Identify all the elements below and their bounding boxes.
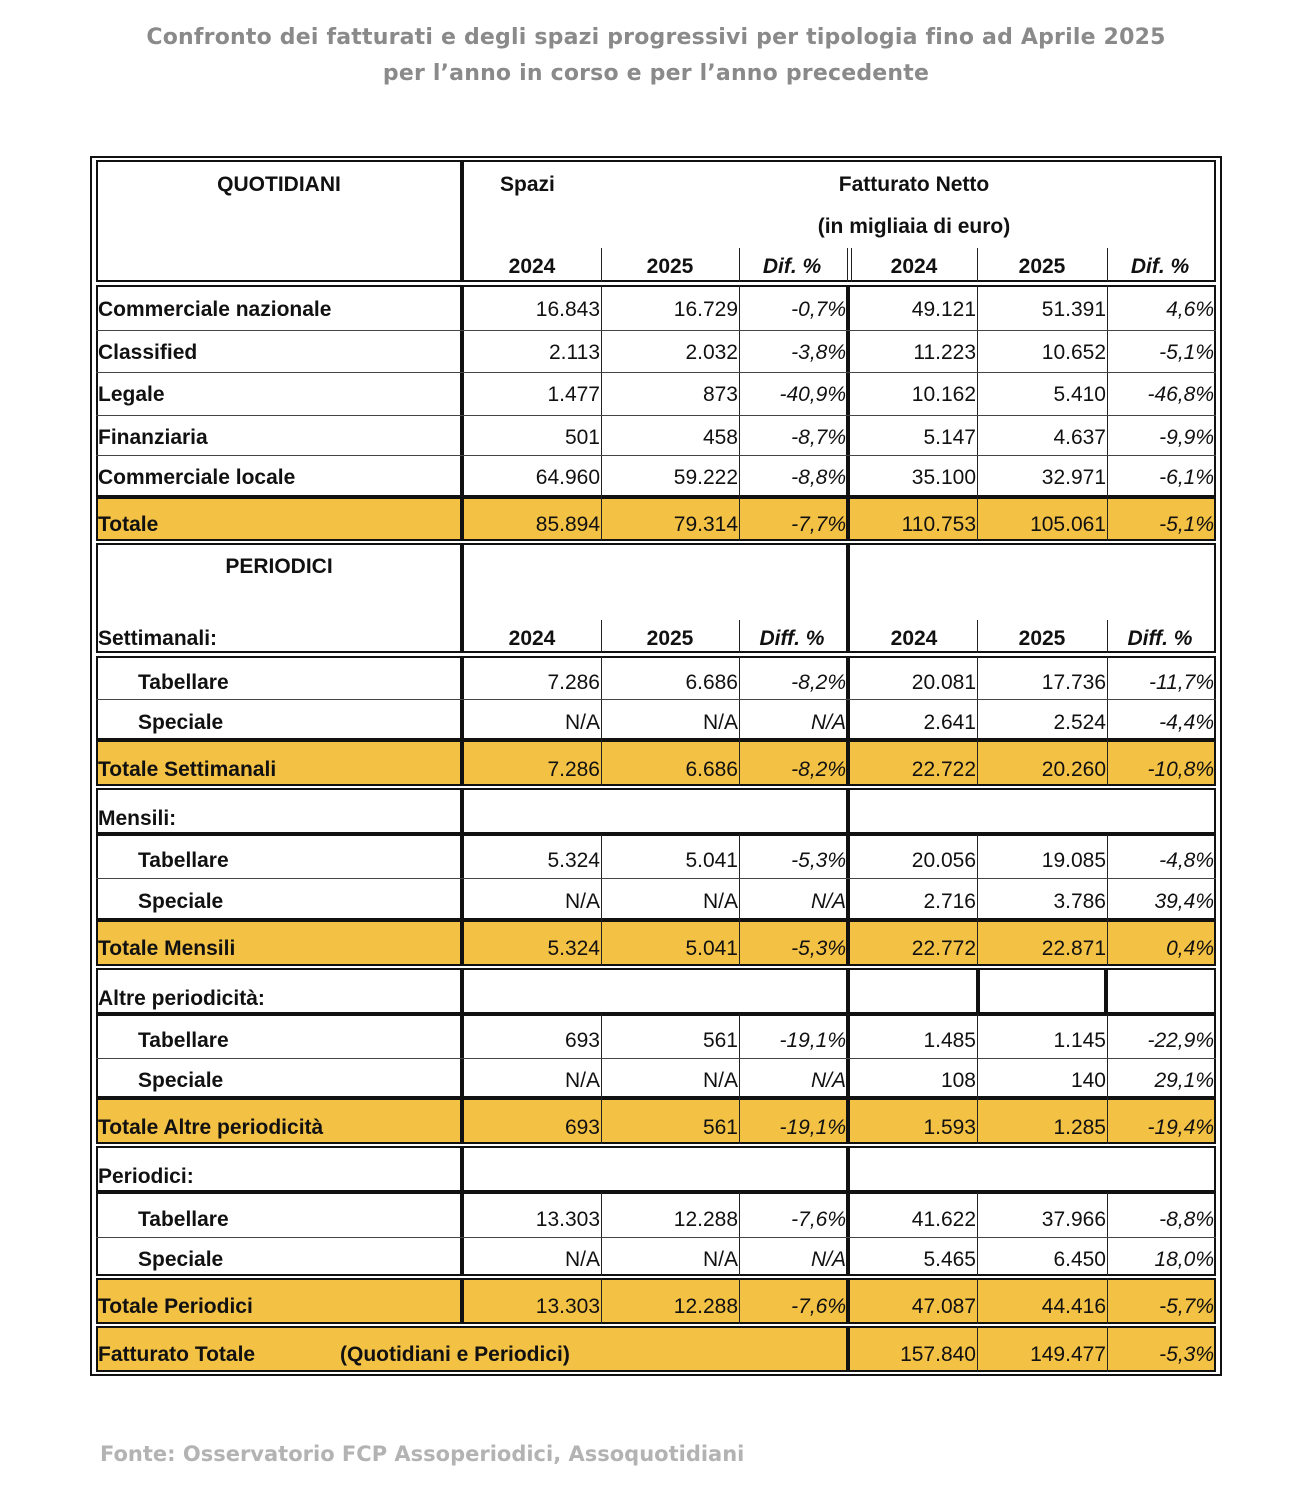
column-divider [977, 656, 978, 740]
diff-percent-cell: -7,6% [791, 1208, 846, 1231]
diff-percent-cell: -4,4% [1159, 711, 1214, 734]
column-divider [977, 497, 978, 541]
row-label: Totale Periodici [98, 1295, 253, 1318]
value-cell: 22.722 [911, 758, 976, 781]
value-cell: 2.716 [923, 890, 976, 913]
diff-percent-cell: -5,1% [1159, 513, 1214, 536]
row-label: Totale Mensili [98, 937, 236, 960]
row-label: Classified [98, 341, 198, 364]
row-label: Speciale [138, 1069, 224, 1092]
value-cell: 20.056 [911, 849, 976, 872]
diff-percent-cell: -5,3% [791, 937, 846, 960]
diff-percent-cell: -22,9% [1147, 1029, 1214, 1052]
unit-header: (in migliaia di euro) [817, 215, 1011, 238]
value-cell: N/A [702, 890, 738, 913]
value-cell: 17.736 [1041, 671, 1106, 694]
diff-percent-cell: -8,2% [791, 758, 846, 781]
diff-percent-cell: 18,0% [1154, 1248, 1214, 1271]
row-label: Tabellare [138, 849, 229, 872]
row-label: Speciale [138, 890, 224, 913]
value-cell: N/A [702, 1248, 738, 1271]
value-cell: 5.324 [547, 937, 600, 960]
column-divider [977, 740, 978, 786]
value-cell: 873 [702, 383, 738, 406]
diff-percent-cell: -5,3% [791, 849, 846, 872]
row-divider [96, 330, 1216, 331]
value-cell: 5.041 [685, 849, 738, 872]
diff-percent-cell: N/A [810, 1248, 846, 1271]
column-divider [977, 834, 978, 920]
value-cell: 3.786 [1053, 890, 1106, 913]
diff-percent-cell: -10,8% [1147, 758, 1214, 781]
value-cell: 13.303 [535, 1208, 600, 1231]
value-cell: N/A [564, 1248, 600, 1271]
page-subtitle: per l’anno in corso e per l’anno precedente [382, 61, 930, 86]
row-label: Commerciale nazionale [98, 298, 332, 321]
row-divider [96, 372, 1216, 373]
column-divider [977, 285, 978, 497]
diff-percent-cell: -8,2% [791, 671, 846, 694]
value-cell: 22.772 [911, 937, 976, 960]
source-note: Fonte: Osservatorio FCP Assoperiodici, Assoquotidiani [100, 1442, 745, 1466]
diff-percent-cell: -19,1% [779, 1029, 846, 1052]
column-divider [977, 1326, 978, 1372]
mensili-fatturato-box [848, 788, 1216, 834]
value-cell: 5.041 [685, 937, 738, 960]
diff-percent-cell: 39,4% [1154, 890, 1214, 913]
column-header: 2025 [1018, 255, 1066, 278]
diff-percent-cell: -6,1% [1159, 466, 1214, 489]
altre-spazi-box [462, 968, 848, 1014]
column-header: Diff. % [759, 627, 825, 650]
diff-percent-cell: -7,7% [791, 513, 846, 536]
value-cell: 140 [1070, 1069, 1106, 1092]
value-cell: 12.288 [673, 1295, 738, 1318]
value-cell: 2.641 [923, 711, 976, 734]
value-cell: 19.085 [1041, 849, 1106, 872]
diff-percent-cell: N/A [810, 890, 846, 913]
column-header: Dif. % [762, 255, 822, 278]
value-cell: 51.391 [1041, 298, 1106, 321]
value-cell: 10.652 [1041, 341, 1106, 364]
column-divider [977, 248, 978, 282]
fatturato-header: Fatturato Netto [838, 173, 990, 196]
column-header: 2025 [646, 255, 694, 278]
value-cell: 561 [702, 1029, 738, 1052]
value-cell: 7.286 [547, 671, 600, 694]
value-cell: 157.840 [900, 1343, 976, 1366]
value-cell: 16.729 [673, 298, 738, 321]
diff-percent-cell: -0,7% [791, 298, 846, 321]
value-cell: N/A [702, 711, 738, 734]
value-cell: N/A [564, 890, 600, 913]
diff-percent-cell: -8,7% [791, 426, 846, 449]
value-cell: 22.871 [1041, 937, 1106, 960]
value-cell: 4.637 [1053, 426, 1106, 449]
value-cell: 1.145 [1053, 1029, 1106, 1052]
value-cell: 35.100 [911, 466, 976, 489]
diff-percent-cell: 0,4% [1166, 937, 1214, 960]
diff-percent-cell: -19,4% [1147, 1116, 1214, 1139]
row-label: Totale Altre periodicità [98, 1116, 324, 1139]
diff-percent-cell: -8,8% [1159, 1208, 1214, 1231]
column-divider [601, 248, 602, 282]
row-label: Totale Settimanali [98, 758, 277, 781]
diff-percent-cell: N/A [810, 711, 846, 734]
diff-percent-cell: -46,8% [1147, 383, 1214, 406]
value-cell: 5.410 [1053, 383, 1106, 406]
diff-percent-cell: -9,9% [1159, 426, 1214, 449]
value-cell: 105.061 [1030, 513, 1106, 536]
section-title-periodici: PERIODICI [225, 555, 333, 578]
value-cell: 2.113 [549, 341, 600, 364]
column-divider [977, 620, 978, 653]
diff-percent-cell: -40,9% [779, 383, 846, 406]
fatturato-totale-label: Fatturato Totale [98, 1343, 256, 1366]
value-cell: 561 [702, 1116, 738, 1139]
row-label: Commerciale locale [98, 466, 296, 489]
fatturato-totale-note: (Quotidiani e Periodici) [340, 1343, 570, 1366]
column-divider [977, 920, 978, 966]
altre-fatturato-box-1 [848, 968, 978, 1014]
value-cell: 7.286 [547, 758, 600, 781]
row-divider [96, 878, 1216, 879]
column-header: Dif. % [1130, 255, 1190, 278]
value-cell: 501 [564, 426, 600, 449]
column-divider [601, 620, 602, 653]
spazi-header: Spazi [500, 173, 555, 196]
diff-percent-cell: -4,8% [1159, 849, 1214, 872]
row-divider [96, 1058, 1216, 1059]
column-divider [977, 1014, 978, 1098]
row-divider [96, 1237, 1216, 1238]
value-cell: 5.147 [923, 426, 976, 449]
mensili-spazi-box [462, 788, 848, 834]
column-header: 2024 [890, 627, 938, 650]
value-cell: N/A [702, 1069, 738, 1092]
value-cell: 79.314 [673, 513, 738, 536]
altre-fatturato-box-2 [978, 968, 1106, 1014]
value-cell: 49.121 [911, 298, 976, 321]
value-cell: 12.288 [673, 1208, 738, 1231]
diff-percent-cell: -8,8% [791, 466, 846, 489]
column-header: 2025 [1018, 627, 1066, 650]
value-cell: 10.162 [911, 383, 976, 406]
subsection-mensili: Mensili: [98, 807, 177, 830]
value-cell: 458 [702, 426, 738, 449]
periodici-sub-spazi-box [462, 1146, 848, 1192]
diff-percent-cell: -5,1% [1159, 341, 1214, 364]
value-cell: 32.971 [1041, 466, 1106, 489]
value-cell: 693 [564, 1116, 600, 1139]
value-cell: 37.966 [1041, 1208, 1106, 1231]
value-cell: N/A [564, 711, 600, 734]
row-label: Tabellare [138, 1029, 229, 1052]
row-divider [96, 455, 1216, 456]
diff-percent-cell: -3,8% [791, 341, 846, 364]
diff-percent-cell: N/A [810, 1069, 846, 1092]
value-cell: 6.686 [685, 671, 738, 694]
value-cell: 6.450 [1053, 1248, 1106, 1271]
column-divider [977, 1192, 978, 1276]
value-cell: 85.894 [535, 513, 600, 536]
row-label: Speciale [138, 711, 224, 734]
row-divider [96, 699, 1216, 700]
value-cell: 1.485 [923, 1029, 976, 1052]
value-cell: 41.622 [911, 1208, 976, 1231]
value-cell: 5.465 [923, 1248, 976, 1271]
periodici-sub-fatturato-box [848, 1146, 1216, 1192]
diff-percent-cell: -19,1% [779, 1116, 846, 1139]
value-cell: 47.087 [911, 1295, 976, 1318]
row-label: Totale [98, 513, 159, 536]
column-header: 2024 [890, 255, 938, 278]
value-cell: 110.753 [901, 513, 976, 536]
value-cell: 64.960 [535, 466, 600, 489]
value-cell: 59.222 [673, 466, 738, 489]
value-cell: 2.032 [685, 341, 738, 364]
value-cell: 1.593 [923, 1116, 976, 1139]
diff-percent-cell: -5,3% [1159, 1343, 1214, 1366]
column-divider [977, 1098, 978, 1144]
row-label: Tabellare [138, 671, 229, 694]
diff-percent-cell: -5,7% [1159, 1295, 1214, 1318]
value-cell: 693 [564, 1029, 600, 1052]
value-cell: 11.223 [913, 341, 976, 364]
value-cell: 20.081 [911, 671, 976, 694]
value-cell: 149.477 [1030, 1343, 1106, 1366]
column-header: 2024 [508, 627, 556, 650]
diff-percent-cell: -11,7% [1149, 671, 1214, 694]
subsection-periodici: Periodici: [98, 1165, 194, 1188]
value-cell: 20.260 [1041, 758, 1106, 781]
row-label: Speciale [138, 1248, 224, 1271]
value-cell: 1.285 [1053, 1116, 1106, 1139]
subsection-settimanali: Settimanali: [98, 627, 218, 650]
value-cell: 5.324 [547, 849, 600, 872]
diff-percent-cell: -7,6% [791, 1295, 846, 1318]
value-cell: 6.686 [685, 758, 738, 781]
value-cell: 16.843 [535, 298, 600, 321]
value-cell: 108 [940, 1069, 976, 1092]
column-header: Diff. % [1127, 627, 1193, 650]
altre-fatturato-box-3 [1106, 968, 1216, 1014]
section-title-quotidiani: QUOTIDIANI [217, 173, 341, 196]
diff-percent-cell: 29,1% [1154, 1069, 1214, 1092]
diff-percent-cell: 4,6% [1166, 298, 1214, 321]
value-cell: 44.416 [1041, 1295, 1106, 1318]
value-cell: 13.303 [535, 1295, 600, 1318]
row-label: Tabellare [138, 1208, 229, 1231]
column-header: 2025 [646, 627, 694, 650]
row-divider [96, 415, 1216, 416]
value-cell: N/A [564, 1069, 600, 1092]
column-divider [977, 1278, 978, 1324]
row-label: Finanziaria [98, 426, 208, 449]
column-header: 2024 [508, 255, 556, 278]
subsection-altre: Altre periodicità: [98, 987, 265, 1010]
page-title: Confronto dei fatturati e degli spazi progressivi per tipologia fino ad Aprile 2025 [146, 25, 1166, 50]
row-label: Legale [98, 383, 165, 406]
value-cell: 1.477 [547, 383, 600, 406]
value-cell: 2.524 [1053, 711, 1106, 734]
